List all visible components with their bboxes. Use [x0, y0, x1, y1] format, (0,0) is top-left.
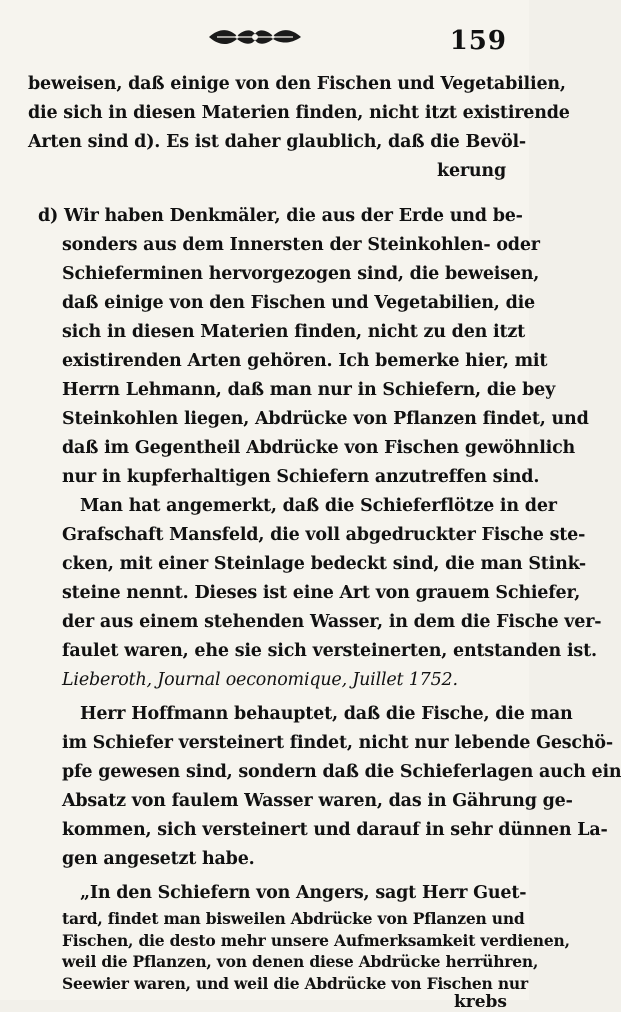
footnote-line: d) Wir haben Denkmäler, die aus der Erde und be- [38, 206, 523, 226]
footnote-line: faulet waren, ehe sie sich versteinerten, entstanden ist. [62, 641, 597, 661]
footnote-line: steine nennt. Dieses ist eine Art von grauem Schiefer, [62, 583, 581, 603]
page-header [0, 16, 529, 56]
footnote-line: im Schiefer versteinert findet, nicht nur lebende Geschö- [62, 733, 613, 753]
footnote-line: kommen, sich versteinert und darauf in sehr dünnen La- [62, 820, 608, 840]
footnote-line: Seewier waren, und weil die Abdrücke von Fischen nur [62, 973, 528, 993]
footnote-line: Schieferminen hervorgezogen sind, die beweisen, [62, 264, 540, 284]
footnote-line: cken, mit einer Steinlage bedeckt sind, die man Stink- [62, 554, 586, 574]
footnote-line: Man hat angemerkt, daß die Schieferflötze in der [80, 496, 557, 516]
footnote-line: Steinkohlen liegen, Abdrücke von Pflanzen findet, und [62, 409, 589, 429]
decorative-ornament-icon [207, 24, 303, 50]
footnote-line: Herr Hoffmann behauptet, daß die Fische, die man [80, 704, 573, 724]
main-text-line: Arten sind d). Es ist daher glaublich, daß die Bevöl- [28, 132, 526, 152]
footnote-line: sich in diesen Materien finden, nicht zu den itzt [62, 322, 525, 342]
footnote-line: nur in kupferhaltigen Schiefern anzutreffen sind. [62, 467, 540, 487]
footnote-line: gen angesetzt habe. [62, 849, 255, 869]
footnote-line: Fischen, die desto mehr unsere Aufmerksamkeit verdienen, [62, 930, 570, 950]
footnote-line: tard, findet man bisweilen Abdrücke von Pflanzen und [62, 909, 525, 928]
main-text-line: die sich in diesen Materien finden, nicht itzt existirende [28, 103, 570, 123]
footnote-line: Grafschaft Mansfeld, die voll abgedruckter Fische ste- [62, 525, 586, 545]
footnote-line: weil die Pflanzen, von denen diese Abdrücke herrühren, [62, 952, 539, 971]
main-text-line: kerung [437, 161, 506, 181]
citation-line: Lieberoth, Journal oeconomique, Juillet 1752. [62, 670, 458, 690]
footnote-line: sonders aus dem Innersten der Steinkohlen- oder [62, 235, 540, 255]
footnote-line: daß einige von den Fischen und Vegetabilien, die [62, 293, 535, 313]
catchword: krebs [453, 992, 507, 1012]
footnote-line: der aus einem stehenden Wasser, in dem die Fische ver- [62, 612, 602, 632]
footnote-line: daß im Gegentheil Abdrücke von Fischen gewöhnlich [62, 438, 576, 458]
main-text-line: beweisen, daß einige von den Fischen und Vegetabilien, [28, 74, 566, 94]
footnote-line: existirenden Arten gehören. Ich bemerke hier, mit [62, 351, 548, 371]
footnote-line: pfe gewesen sind, sondern daß die Schieferlagen auch ein [62, 762, 621, 782]
footnote-line: Herrn Lehmann, daß man nur in Schiefern, die bey [62, 380, 556, 400]
page-number: 159 [449, 26, 507, 56]
footnote-line: „In den Schiefern von Angers, sagt Herr Guet- [80, 883, 527, 903]
footnote-line: Absatz von faulem Wasser waren, das in Gährung ge- [62, 791, 573, 811]
